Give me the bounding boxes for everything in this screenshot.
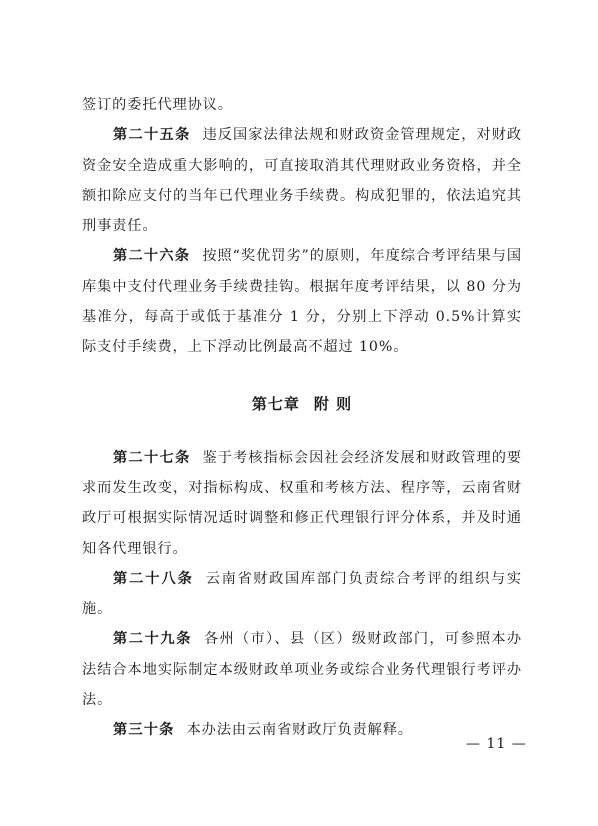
article-26 xyxy=(82,241,522,362)
article-text: 云南省财政国库部门负责综合考评的组织与实施。 xyxy=(82,570,522,618)
chapter-heading xyxy=(82,389,522,419)
article-29 xyxy=(82,624,522,715)
page-number: — 11 — xyxy=(466,736,527,752)
article-label: 第二十八条 xyxy=(113,570,194,587)
chapter-number: 第七章 xyxy=(251,394,300,413)
article-text: 本办法由云南省财政厅负责解释。 xyxy=(186,722,413,739)
article-28 xyxy=(82,564,522,625)
continuation-text: 签订的委托代理协议。 xyxy=(82,97,233,113)
chapter-title: 附 则 xyxy=(313,394,353,413)
article-30 xyxy=(82,715,522,745)
document-body xyxy=(82,90,522,746)
article-27 xyxy=(82,443,522,564)
article-label: 第二十九条 xyxy=(113,631,192,648)
article-label: 第二十五条 xyxy=(113,127,191,144)
article-label: 第二十六条 xyxy=(113,248,191,265)
article-label: 第二十七条 xyxy=(113,449,191,466)
article-label: 第三十条 xyxy=(113,722,175,739)
article-text: 各州（市）、县（区）级财政部门，可参照本办法结合本地实际制定本级财政单项业务或综合业务代理银行考评办法。 xyxy=(82,631,522,709)
article-25 xyxy=(82,120,522,241)
article-text: 违反国家法律法规和财政资金管理规定，对财政资金安全造成重大影响的，可直接取消其代理财政业务资格，并全额扣除应支付的当年已代理业务手续费。构成犯罪的，依法追究其刑事责任。 xyxy=(82,127,522,235)
article-text: 鉴于考核指标会因社会经济发展和财政管理的要求而发生改变，对指标构成、权重和考核方法、程序等，云南省财政厅可根据实际情况适时调整和修正代理银行评分体系，并及时通知各代理银行。 xyxy=(82,449,522,557)
article-text: 按照“奖优罚劣”的原则，年度综合考评结果与国库集中支付代理业务手续费挂钩。根据年度考评结果，以 80 分为基准分，每高于或低于基准分 1 分，分别上下浮动 0.5%计算实际支付手续费，上下浮动比例最高不超过 10%。 xyxy=(82,248,522,356)
